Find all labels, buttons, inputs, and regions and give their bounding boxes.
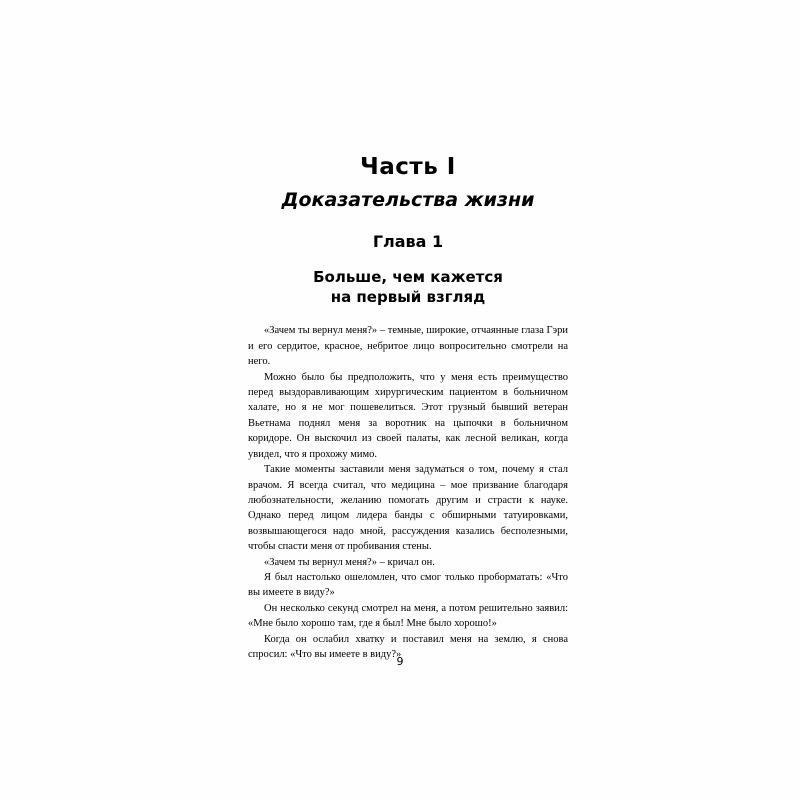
paragraph: «Зачем ты вернул меня?» – кричал он. [264,556,435,568]
body-text [248,323,568,662]
paragraph: Когда он ослабил хватку и поставил меня на землю, я снова спросил: «Что вы имеете в виду?» [248,633,568,661]
paragraph: Можно было бы предположить, что у меня есть преимущество перед выздоравливающим хирургическим пациентом в больничном халате, но я не мог пошевелиться. Этот грузный бывший ветеран Вьетнама поднял меня за воротник на цыпочки в больничном коридоре. Он выскочил из своей палаты, как лесной великан, когда увидел, что я прохожу мимо. [248,371,568,460]
chapter-heading [248,267,568,308]
chapter-heading-line-2: на первый взгляд [330,288,486,307]
part-title: Часть I [360,154,456,180]
chapter-title: Глава 1 [372,232,444,252]
page-text-block [248,155,568,663]
paragraph: Такие моменты заставили меня задуматься о том, почему я стал врачом. Я всегда считал, что медицина – мое призвание благодаря любознательности, желанию помогать другим и страсти к науке. Однако перед лицом лидера банды с обширными татуировками, возвышающегося надо мной, рассуждения казались бесполезными, чтобы спасти меня от пробивания стены. [248,464,568,553]
chapter-heading-line-1: Больше, чем кажется [313,267,503,286]
paragraph: Он несколько секунд смотрел на меня, а потом решительно заявил: «Мне было хорошо там, где я был! Мне было хорошо!» [248,602,568,630]
page-number: 9 [396,655,404,668]
paragraph: Я был настолько ошеломлен, что смог только проборматать: «Что вы имеете в виду?» [248,572,568,599]
paragraph: «Зачем ты вернул меня?» – темные, широкие, отчаянные глаза Гэри и его сердитое, красное, небритое лицо вопросительно смотрели на него. [248,325,568,368]
part-subtitle: Доказательства жизни [281,189,535,212]
